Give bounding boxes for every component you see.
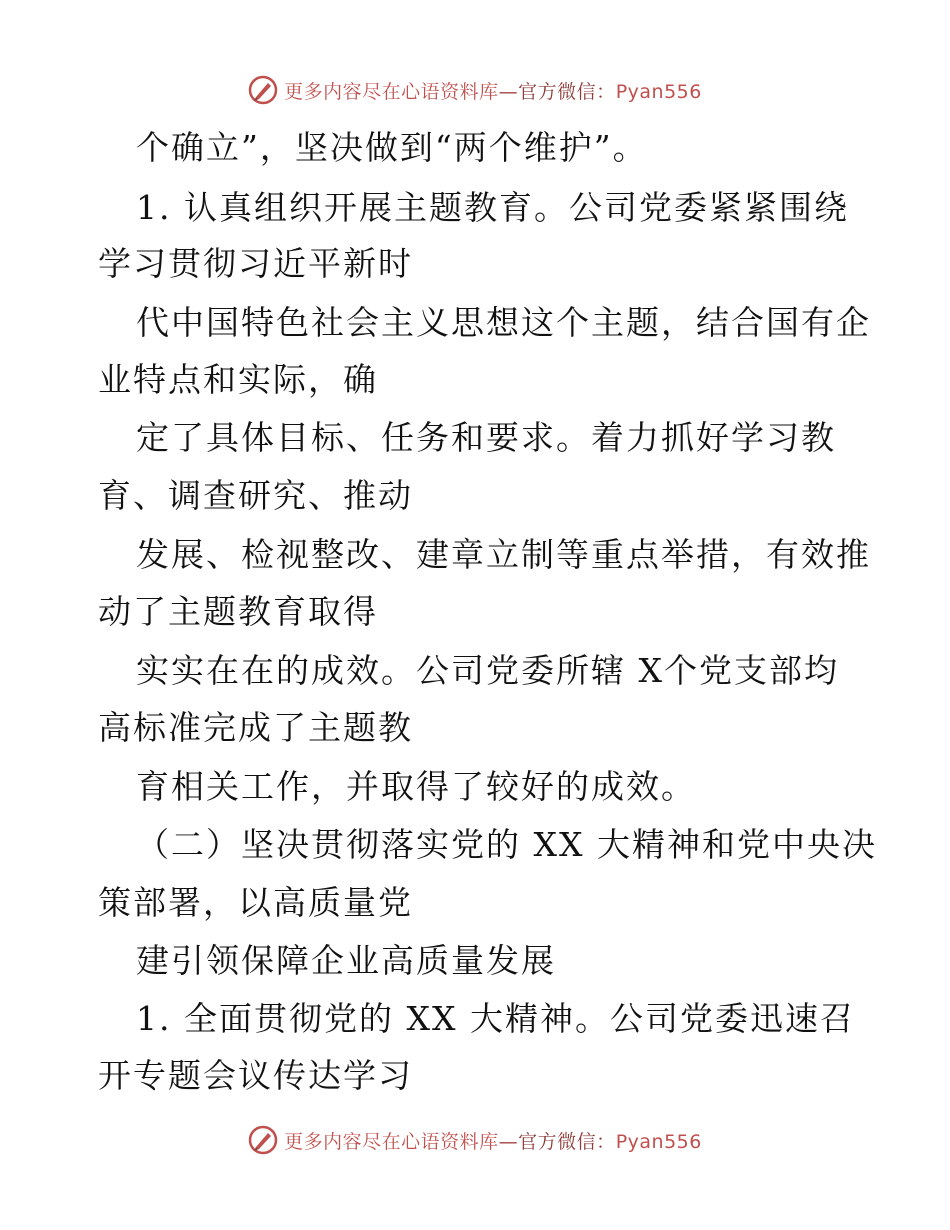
text-line: 动了主题教育取得 [98,592,378,631]
banner-dash: — [498,80,519,103]
text-line: 业特点和实际，确 [98,360,378,399]
text-line: 育、调查研究、推动 [98,476,413,515]
text-line: 个确立”，坚决做到“两个维护”。 [136,128,648,167]
text-line: 开专题会议传达学习 [98,1056,413,1095]
text-line: 建引领保障企业高质量发展 [136,941,556,980]
text-line: 定了具体目标、任务和要求。着力抓好学习教 [136,418,836,457]
banner-title: 更多内容尽在心语资料库 [284,1130,499,1153]
text-line: （二）坚决贯彻落实党的 XX 大精神和党中央决 [136,825,877,864]
text-line: 实实在在的成效。公司党委所辖 X个党支部均 [136,651,839,690]
banner-wechat-id: Pyan556 [615,1130,702,1153]
text-line: 策部署，以高质量党 [98,883,413,922]
pen-logo-icon [248,1125,278,1155]
text-line: 1. 认真组织开展主题教育。公司党委紧紧围绕 [136,188,849,227]
text-line: 高标准完成了主题教 [98,708,413,747]
header-banner [0,70,950,110]
banner-wechat-id: Pyan556 [615,80,702,103]
banner-title: 更多内容尽在心语资料库 [284,80,499,103]
text-line: 育相关工作，并取得了较好的成效。 [136,767,696,806]
text-line: 发展、检视整改、建章立制等重点举措，有效推 [136,535,871,574]
banner-dash: — [498,1130,519,1153]
footer-banner [0,1120,950,1160]
pen-logo-icon [248,75,278,105]
banner-content [248,75,702,105]
text-line: 代中国特色社会主义思想这个主题，结合国有企 [136,303,871,342]
banner-content [248,1125,702,1155]
banner-wechat-label: 官方微信： [518,80,616,103]
text-line: 1. 全面贯彻党的 XX 大精神。公司党委迅速召 [136,999,855,1038]
banner-wechat-label: 官方微信： [518,1130,616,1153]
text-line: 学习贯彻习近平新时 [98,244,413,283]
